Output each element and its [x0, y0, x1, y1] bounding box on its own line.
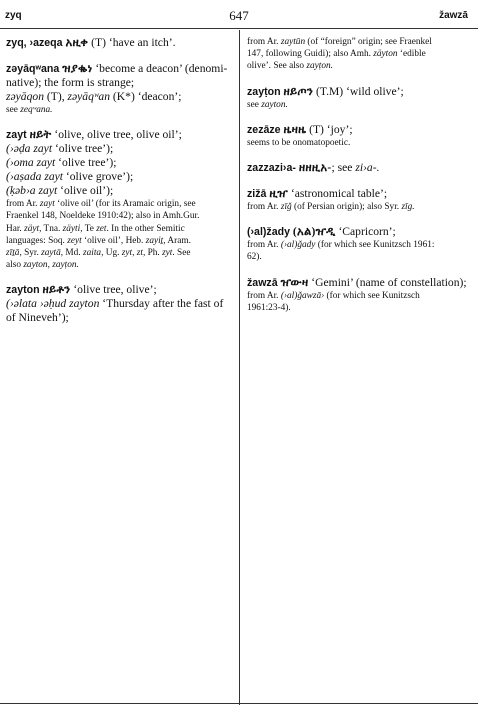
italic-form: zäyton	[373, 49, 398, 60]
dictionary-entry	[247, 36, 471, 73]
ethiopic-form: ዚዠ	[269, 187, 288, 201]
text-run: see	[247, 99, 262, 110]
ethiopic-form: ዘይቶን	[42, 283, 71, 297]
entry-note-line	[247, 60, 471, 72]
headword: zayton	[6, 284, 43, 297]
entry-text-line	[247, 85, 471, 99]
text-run: seems to be onomatopoetic.	[247, 137, 351, 148]
entry-text-line	[6, 90, 230, 104]
entry-note-line	[247, 239, 471, 251]
text-run: from Ar.	[6, 199, 40, 210]
text-run: of Nineveh’);	[6, 311, 69, 325]
italic-form: (›əḍa zayt	[6, 142, 53, 156]
entry-note-line	[6, 198, 230, 210]
text-run: ‘olive, olive tree, olive oil’;	[51, 128, 182, 142]
text-run: from Ar.	[247, 202, 281, 213]
text-run: Har.	[6, 223, 25, 234]
italic-form: (›əlata ›əḥud zayton	[6, 297, 100, 311]
entry-text-line	[6, 184, 230, 198]
italic-form: zīṯā	[6, 248, 20, 259]
text-run: (of “foreign” origin; see Fraenkel	[305, 37, 432, 47]
italic-form: (›oma zayt	[6, 156, 56, 170]
header-left-guideword: zyq	[5, 10, 22, 21]
footer-rule	[0, 703, 478, 704]
italic-form: zeqʷana.	[20, 105, 53, 115]
dictionary-entry	[247, 225, 471, 263]
entry-note-line	[247, 251, 471, 263]
text-run: (T) ‘have an itch’.	[88, 36, 176, 49]
text-run: ‘olive oil’);	[57, 184, 114, 198]
dictionary-entry	[6, 283, 230, 325]
entry-note-line	[247, 302, 471, 314]
entry-note-line	[247, 48, 471, 60]
text-run: , Ug.	[101, 248, 122, 259]
italic-form: (ḳəb›a zayt	[6, 184, 58, 198]
entry-text-line	[6, 170, 230, 184]
italic-form: zayṭon.	[306, 61, 333, 72]
entry-note-line	[6, 210, 230, 222]
headword: (›al)žady	[247, 226, 293, 239]
dictionary-entry	[6, 36, 230, 50]
text-run: (T),	[44, 90, 68, 103]
text-run: ‘olive grove’);	[63, 170, 134, 184]
header-right-guideword: žawzā	[439, 10, 468, 21]
text-run: . See	[172, 248, 191, 259]
text-run: ‘olive tree’);	[52, 142, 114, 156]
italic-form: zīg.	[401, 202, 415, 213]
italic-form: (›al)ǧady	[280, 240, 316, 251]
text-run: ‘edible	[397, 49, 426, 60]
entry-text-line	[6, 311, 230, 325]
text-run: from Ar.	[247, 240, 281, 251]
italic-form: zyt	[162, 248, 173, 259]
text-run: (T) ‘joy’;	[306, 122, 353, 136]
italic-form: zi›a-.	[355, 161, 380, 175]
italic-form: zəyāqon	[6, 90, 44, 103]
entry-text-line	[247, 225, 471, 239]
text-run: ‘become a deacon’ (denomi-	[92, 62, 228, 75]
text-run: ‘Thursday after the fast of	[99, 297, 224, 311]
entry-text-line	[6, 36, 230, 50]
dictionary-entry	[247, 161, 471, 175]
italic-form: zet	[96, 223, 107, 234]
ethiopic-form: ዘይጦን	[283, 84, 314, 98]
text-run: (of Persian origin); also Syr.	[291, 202, 402, 213]
dictionary-entry	[6, 128, 230, 271]
ethiopic-form: ዘይት	[29, 128, 52, 142]
text-run: 62).	[247, 252, 262, 263]
entry-text-line	[6, 156, 230, 170]
ethiopic-form: (አል)ዠዲ	[292, 225, 336, 239]
text-run: also	[6, 260, 24, 271]
entry-text-line	[247, 161, 471, 175]
entry-text-line	[247, 276, 471, 290]
dictionary-entry	[247, 187, 471, 213]
text-run: Fraenkel 148, Noeldeke 1910:42); also in Amh.Gur.	[6, 211, 200, 222]
text-run: see	[6, 105, 21, 115]
entry-text-line	[6, 76, 230, 90]
italic-form: zīǧ	[280, 202, 292, 213]
ethiopic-form: ዜዛዜ	[283, 122, 307, 136]
column-divider	[239, 30, 240, 705]
entry-note-line	[247, 137, 471, 149]
page-number: 647	[229, 8, 249, 23]
text-run: , Tna.	[39, 223, 63, 234]
italic-form: zeyt	[67, 235, 82, 246]
headword: zazzazi›a-	[247, 162, 299, 175]
italic-form: zayiṯ	[145, 235, 164, 246]
text-run: (K*) ‘deacon’;	[110, 90, 182, 103]
entry-text-line	[247, 123, 471, 137]
text-run: ‘olive oil’, Heb.	[81, 235, 146, 246]
headword: zyq, ›azeqa	[6, 37, 66, 49]
headword: žawzā	[247, 276, 281, 289]
entry-note-line	[6, 104, 230, 116]
text-run: from Ar.	[247, 37, 281, 47]
entry-text-line	[6, 62, 230, 76]
entry-note-line	[6, 247, 230, 259]
text-run: ‘olive tree’);	[55, 156, 117, 170]
text-run: ‘olive oil’ (for its Aramaic origin, see	[54, 199, 196, 210]
text-run: ; see	[331, 161, 356, 175]
italic-form: zäyti	[62, 223, 81, 234]
text-run: , Aram.	[163, 235, 191, 246]
text-run: olive’. See also	[247, 61, 307, 72]
entry-note-line	[6, 259, 230, 271]
dictionary-entry	[247, 276, 471, 314]
italic-form: zyt, zt	[121, 248, 143, 259]
entry-text-line	[247, 187, 471, 201]
text-run: native); the form is strange;	[6, 76, 135, 89]
ethiopic-form: ዘዘዚአ-	[298, 161, 332, 175]
text-run: (T.M) ‘wild olive’;	[313, 84, 404, 98]
entry-note-line	[247, 99, 471, 111]
running-header	[0, 10, 478, 26]
italic-form: (›al)ǧawzā›	[280, 290, 325, 301]
text-run: (for which see Kunitzsch 1961:	[315, 240, 435, 251]
ethiopic-form: ዝያቈነ	[62, 62, 93, 75]
entry-text-line	[6, 142, 230, 156]
ethiopic-form: ዠውዛ	[280, 275, 309, 289]
text-run: . In the other Semitic	[106, 223, 185, 234]
text-run: , Syr.	[19, 248, 42, 259]
entry-note-line	[247, 290, 471, 302]
dictionary-entry	[247, 85, 471, 111]
ethiopic-form: አዚቀ	[65, 36, 89, 49]
text-run: from Ar.	[247, 290, 281, 301]
left-column	[6, 36, 230, 337]
headword: zayṭon	[247, 85, 284, 98]
headword: zižā	[247, 188, 270, 201]
italic-form: zaita	[82, 248, 102, 259]
dictionary-entry	[247, 123, 471, 149]
text-run: ‘Capricorn’;	[335, 225, 396, 239]
text-run: (for which see Kunitzsch	[324, 290, 420, 301]
text-run: ‘olive tree, olive’;	[70, 283, 157, 297]
text-run: , Te	[80, 223, 97, 234]
text-run: , Md.	[60, 248, 83, 259]
entry-note-line	[6, 223, 230, 235]
italic-form: zəyāqʷan	[67, 90, 111, 103]
entry-note-line	[6, 235, 230, 247]
text-run: languages: Soq.	[6, 235, 68, 246]
text-run: , Ph.	[142, 248, 163, 259]
entry-text-line	[6, 297, 230, 311]
header-rule	[0, 28, 478, 29]
entry-text-line	[6, 283, 230, 297]
text-run: ‘Gemini’ (name of constellation);	[308, 275, 467, 289]
italic-form: zayton.	[261, 99, 288, 110]
text-run: ‘astronomical table’;	[287, 187, 388, 201]
dictionary-entry	[6, 62, 230, 116]
headword: zezāze	[247, 123, 284, 136]
entry-note-line	[247, 36, 471, 48]
headword: zəyāqʷana	[6, 63, 63, 75]
entry-note-line	[247, 201, 471, 213]
italic-form: (›aṣada zayt	[6, 170, 63, 184]
italic-form: zaytā	[41, 248, 61, 259]
headword: zayt	[6, 129, 30, 142]
text-run: 1961:23-4).	[247, 302, 291, 313]
italic-form: zaytūn	[280, 37, 306, 47]
italic-form: zäyt	[24, 223, 40, 234]
italic-form: zayt	[39, 199, 55, 210]
text-run: 147, following Guidi); also Amh.	[247, 49, 374, 60]
right-column	[247, 36, 471, 326]
entry-text-line	[6, 128, 230, 142]
italic-form: zayton, zayṭon.	[23, 260, 79, 271]
